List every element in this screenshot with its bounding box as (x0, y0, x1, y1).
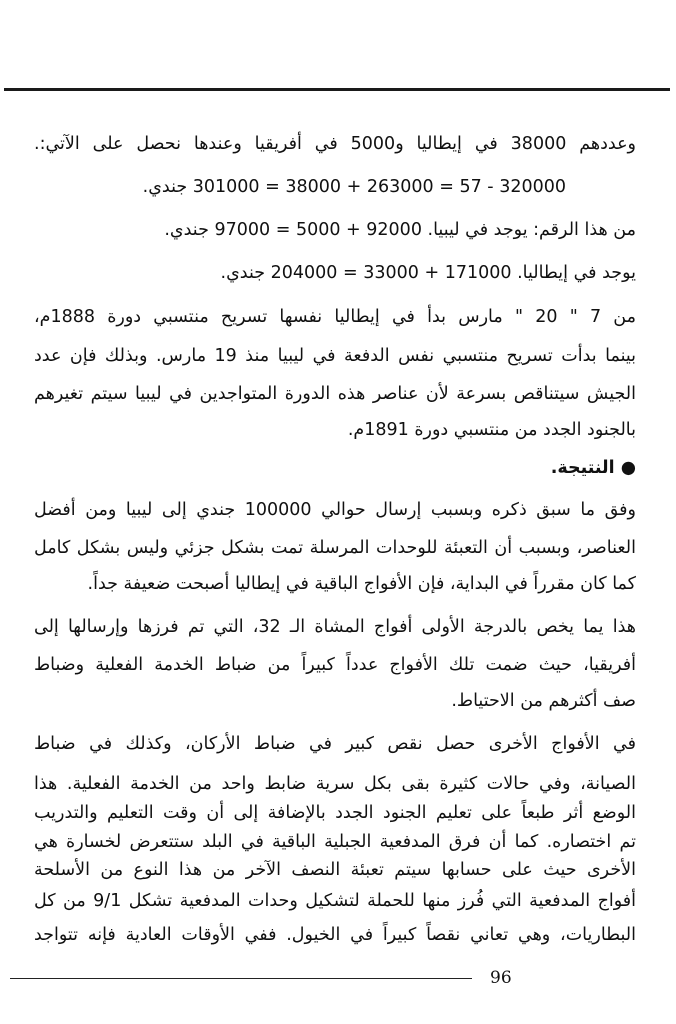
text-line: بالجنود الجدد من منتسبي دورة 1891م. (347, 420, 636, 440)
text-line: وعددهم 38000 في إيطاليا و5000 في أفريقيا وعندها نحصل على الآتي:. (34, 134, 636, 154)
text-line: كما كان مقرراً في البداية، فإن الأفواج الباقية في إيطاليا أصبحت ضعيفة جداً. (87, 574, 636, 594)
text-line: يوجد في إيطاليا. 171000 + 33000 = 204000 جندي. (220, 263, 636, 283)
equation-line: 320000 - 57 = 263000 + 38000 = 301000 جندي. (142, 177, 566, 197)
text-line: من 7 " 20 " مارس بدأ في إيطاليا نفسها تسريح منتسبي دورة 1888م، (34, 307, 636, 327)
text-line: الصيانة، وفي حالات كثيرة بقى بكل سرية ضابط واحد من الخدمة الفعلية. هذا (34, 774, 636, 794)
text-line: أفريقيا، حيث ضمت تلك الأفواج عدداً كبيراً من ضباط الخدمة الفعلية وضباط (34, 655, 636, 675)
text-line: في الأفواج الأخرى حصل نقص كبير في ضباط الأركان، وكذلك في ضباط (34, 734, 636, 754)
footer-rule (10, 978, 472, 979)
text-line: الوضع أثر طبعاً على تعليم الجنود الجدد بالإضافة إلى أن وقت التعليم والتدريب (34, 803, 636, 823)
text-line: وفق ما سبق ذكره وبسبب إرسال حوالي 100000 جندي إلى ليبيا ومن أفضل (34, 500, 636, 520)
text-line: العناصر، وبسبب أن التعبئة للوحدات المرسلة تمت بشكل جزئي وليس بشكل كامل (34, 538, 636, 558)
text-line: صف أكثرهم من الاحتياط. (451, 691, 636, 711)
text-line: أفواج المدفعية التي فُرز منها للحملة لتشكيل وحدات المدفعية تشكل 9/1 من كل (34, 891, 637, 911)
text-line: بينما بدأت تسريح منتسبي نفس الدفعة في ليبيا منذ 19 مارس. وبذلك فإن عدد (34, 346, 636, 366)
text-line: الجيش سيتناقص بسرعة لأن عناصر هذه الدورة المتواجدين في ليبيا سيتم تغيرهم (34, 384, 636, 404)
top-rule (4, 88, 670, 91)
text-line: هذا يما يخص بالدرجة الأولى أفواج المشاة الـ 32، التي تم فرزها وإرسالها إلى (34, 617, 636, 637)
section-heading: ● النتيجة. (550, 458, 636, 478)
text-line: البطاريات، وهي تعاني نقصاً كبيراً في الخيول. ففي الأوقات العادية فإنه تتواجد (34, 925, 636, 945)
text-line: الأخرى حيث على حسابها سيتم تعبئة النصف الآخر من هذا النوع من الأسلحة (34, 860, 636, 880)
text-line: تم اختصاره. كما أن فرق المدفعية الجبلية الباقية في البلد ستتعرض لخسارة هي (34, 832, 636, 852)
text-line: من هذا الرقم: يوجد في ليبيا. 92000 + 5000 = 97000 جندي. (164, 220, 636, 240)
page-number: 96 (490, 968, 512, 988)
